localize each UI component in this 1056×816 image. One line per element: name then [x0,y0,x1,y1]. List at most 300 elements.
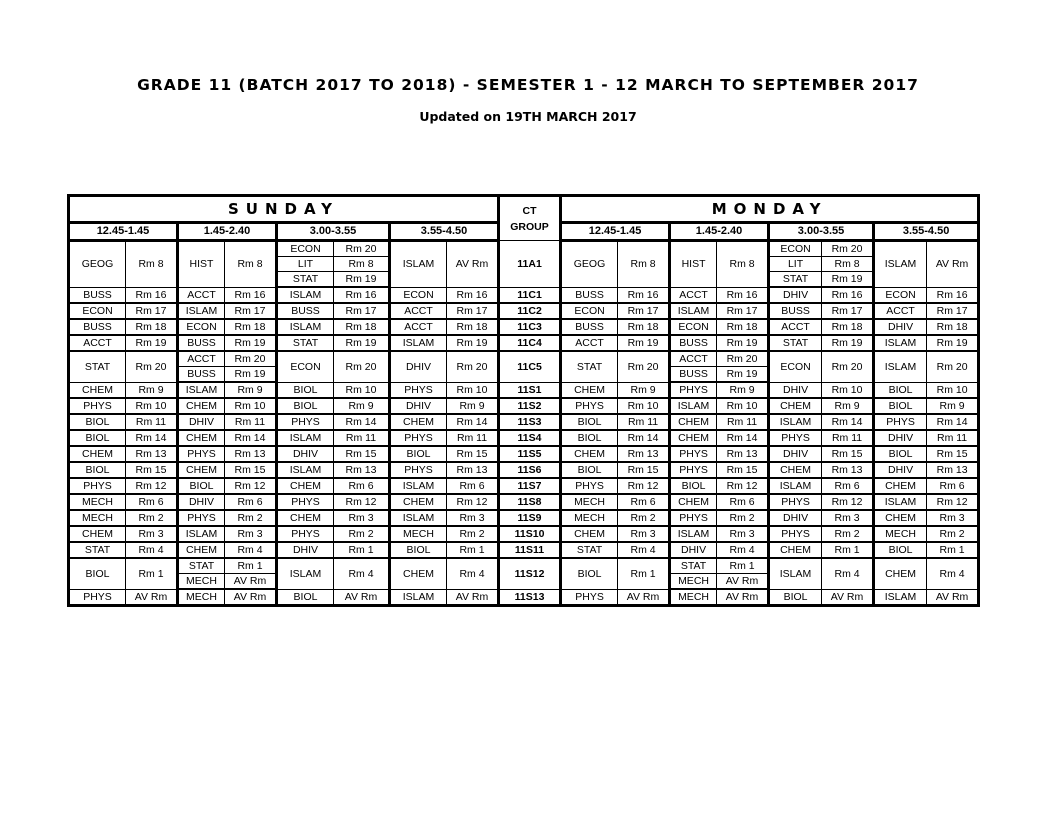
table-row [69,241,979,257]
monday-subject: PHYS [561,398,618,414]
sunday-room: Rm 12 [334,494,390,510]
sunday-subject: ISLAM [277,558,334,589]
monday-room: Rm 15 [618,462,670,478]
ct-group: 11C1 [499,287,561,303]
table-row [69,510,979,526]
table-row [69,446,979,462]
sunday-subject: BIOL [69,558,126,589]
sunday-subject: ISLAM [390,589,447,606]
monday-subject: BIOL [561,414,618,430]
sunday-room: Rm 12 [126,478,178,494]
monday-room: Rm 6 [822,478,874,494]
sunday-subject: BUSS [69,287,126,303]
monday-room: Rm 11 [717,414,769,430]
sunday-subject: ACCT [390,303,447,319]
sunday-subject: PHYS [178,446,225,462]
sunday-subject: PHYS [390,462,447,478]
monday-subject: ECON [561,303,618,319]
sunday-room: Rm 2 [225,510,277,526]
ct-group: 11S1 [499,382,561,398]
sunday-subject: CHEM [277,510,334,526]
monday-subject: CHEM [670,494,717,510]
monday-subject: CHEM [769,542,822,558]
monday-subject: MECH [670,589,717,606]
sunday-room: AV Rm [225,574,277,590]
monday-room: Rm 3 [822,510,874,526]
monday-subject: STAT [561,351,618,382]
monday-subject: PHYS [670,462,717,478]
sunday-room: Rm 10 [225,398,277,414]
sunday-room: Rm 20 [126,351,178,382]
table-row [69,430,979,446]
sunday-subject: ISLAM [277,462,334,478]
monday-subject: STAT [670,558,717,574]
monday-room: Rm 8 [822,257,874,272]
monday-subject: PHYS [670,446,717,462]
monday-room: Rm 18 [822,319,874,335]
sunday-subject: PHYS [390,430,447,446]
monday-room: Rm 10 [618,398,670,414]
sunday-room: Rm 6 [126,494,178,510]
sunday-subject: PHYS [69,589,126,606]
monday-room: Rm 15 [927,446,979,462]
sunday-subject: PHYS [277,494,334,510]
monday-room: Rm 15 [717,462,769,478]
sunday-subject: BIOL [69,430,126,446]
sunday-room: Rm 3 [126,526,178,542]
sunday-room: Rm 14 [126,430,178,446]
monday-subject: ACCT [769,319,822,335]
table-row [69,319,979,335]
sunday-room: Rm 16 [447,287,499,303]
monday-subject: CHEM [670,414,717,430]
sunday-room: Rm 8 [225,241,277,288]
monday-subject: ISLAM [874,494,927,510]
monday-room: Rm 6 [927,478,979,494]
sunday-subject: ISLAM [178,382,225,398]
sunday-subject: ISLAM [390,510,447,526]
sunday-subject: DHIV [390,351,447,382]
sunday-room: Rm 12 [447,494,499,510]
table-row [69,303,979,319]
monday-room: Rm 17 [822,303,874,319]
monday-subject: CHEM [874,510,927,526]
monday-room: Rm 19 [717,335,769,351]
monday-room: AV Rm [618,589,670,606]
sunday-room: Rm 14 [334,414,390,430]
monday-subject: PHYS [769,430,822,446]
monday-subject: BUSS [769,303,822,319]
monday-subject: DHIV [769,382,822,398]
sunday-subject: BUSS [69,319,126,335]
monday-room: Rm 10 [717,398,769,414]
monday-room: Rm 17 [618,303,670,319]
ct-group: 11S3 [499,414,561,430]
day-header-sunday: SUNDAY [69,196,499,223]
monday-room: Rm 2 [822,526,874,542]
sunday-room: Rm 11 [225,414,277,430]
sunday-subject: ACCT [178,351,225,367]
monday-subject: PHYS [769,494,822,510]
sunday-subject: STAT [69,351,126,382]
time-slot-sunday: 1.45-2.40 [178,223,277,241]
ct-group: 11S2 [499,398,561,414]
sunday-room: Rm 15 [225,462,277,478]
monday-subject: BUSS [561,319,618,335]
monday-room: Rm 3 [618,526,670,542]
sunday-room: Rm 19 [447,335,499,351]
sunday-subject: BIOL [277,398,334,414]
sunday-subject: ECON [178,319,225,335]
monday-subject: DHIV [769,510,822,526]
ct-group: 11C5 [499,351,561,382]
sunday-room: Rm 12 [225,478,277,494]
sunday-subject: CHEM [277,478,334,494]
sunday-room: Rm 16 [334,287,390,303]
updated-date: Updated on 19TH MARCH 2017 [419,109,637,124]
sunday-subject: DHIV [178,494,225,510]
sunday-room: Rm 3 [225,526,277,542]
monday-room: Rm 9 [822,398,874,414]
sunday-subject: ISLAM [178,526,225,542]
sunday-subject: CHEM [390,494,447,510]
monday-room: Rm 2 [618,510,670,526]
monday-room: Rm 19 [822,272,874,288]
table-row [69,414,979,430]
ct-group: 11C2 [499,303,561,319]
sunday-room: Rm 9 [126,382,178,398]
sunday-subject: STAT [69,542,126,558]
time-slot-sunday: 12.45-1.45 [69,223,178,241]
sunday-room: Rm 3 [447,510,499,526]
monday-subject: PHYS [670,510,717,526]
monday-subject: ACCT [561,335,618,351]
sunday-room: Rm 10 [334,382,390,398]
sunday-room: Rm 20 [225,351,277,367]
time-slot-monday: 1.45-2.40 [670,223,769,241]
sunday-room: Rm 9 [225,382,277,398]
monday-room: AV Rm [927,589,979,606]
monday-subject: BIOL [561,558,618,589]
monday-room: Rm 18 [927,319,979,335]
monday-room: Rm 11 [618,414,670,430]
sunday-room: Rm 6 [225,494,277,510]
table-row [69,589,979,606]
sunday-subject: CHEM [390,414,447,430]
sunday-room: Rm 2 [126,510,178,526]
monday-room: Rm 19 [618,335,670,351]
sunday-room: Rm 8 [126,241,178,288]
table-row [69,542,979,558]
sunday-subject: BUSS [178,335,225,351]
monday-room: Rm 9 [717,382,769,398]
sunday-subject: PHYS [69,398,126,414]
sunday-room: Rm 13 [334,462,390,478]
ct-group: 11C3 [499,319,561,335]
sunday-room: Rm 10 [126,398,178,414]
time-slot-sunday: 3.00-3.55 [277,223,390,241]
monday-subject: ECON [874,287,927,303]
sunday-room: Rm 18 [447,319,499,335]
monday-subject: ISLAM [670,398,717,414]
sunday-subject: PHYS [69,478,126,494]
monday-room: Rm 4 [822,558,874,589]
sunday-room: Rm 2 [447,526,499,542]
monday-subject: ISLAM [670,303,717,319]
monday-room: Rm 11 [822,430,874,446]
monday-subject: CHEM [561,446,618,462]
monday-room: Rm 18 [717,319,769,335]
monday-room: Rm 13 [618,446,670,462]
sunday-subject: CHEM [178,430,225,446]
day-header-monday: MONDAY [561,196,979,223]
table-row [69,462,979,478]
monday-subject: STAT [561,542,618,558]
monday-room: Rm 20 [822,351,874,382]
sunday-room: AV Rm [334,589,390,606]
monday-room: Rm 19 [927,335,979,351]
monday-subject: GEOG [561,241,618,288]
monday-subject: MECH [874,526,927,542]
monday-subject: BIOL [874,446,927,462]
sunday-room: AV Rm [126,589,178,606]
monday-subject: DHIV [769,446,822,462]
ct-group: 11A1 [499,241,561,288]
sunday-room: Rm 19 [334,272,390,288]
time-slot-monday: 3.00-3.55 [769,223,874,241]
sunday-subject: ACCT [69,335,126,351]
sunday-room: AV Rm [225,589,277,606]
table-row [69,382,979,398]
sunday-room: Rm 20 [447,351,499,382]
table-row [69,494,979,510]
monday-room: Rm 15 [822,446,874,462]
monday-room: AV Rm [717,574,769,590]
ct-group: 11S9 [499,510,561,526]
monday-room: Rm 14 [822,414,874,430]
table-row [69,335,979,351]
sunday-room: Rm 13 [126,446,178,462]
monday-subject: CHEM [561,526,618,542]
sunday-subject: DHIV [178,414,225,430]
sunday-subject: BIOL [277,382,334,398]
sunday-subject: MECH [178,589,225,606]
sunday-room: Rm 1 [126,558,178,589]
monday-subject: CHEM [769,398,822,414]
sunday-room: Rm 17 [334,303,390,319]
monday-room: Rm 13 [927,462,979,478]
sunday-room: Rm 15 [334,446,390,462]
monday-subject: ACCT [874,303,927,319]
monday-room: Rm 20 [822,241,874,257]
time-slot-monday: 3.55-4.50 [874,223,979,241]
sunday-subject: PHYS [178,510,225,526]
sunday-room: Rm 13 [225,446,277,462]
sunday-subject: BUSS [178,367,225,383]
day-header-row [69,196,979,223]
sunday-room: Rm 19 [225,335,277,351]
monday-subject: MECH [670,574,717,590]
monday-subject: BUSS [670,367,717,383]
sunday-subject: PHYS [390,382,447,398]
monday-room: Rm 1 [822,542,874,558]
sunday-room: Rm 19 [126,335,178,351]
monday-room: Rm 3 [717,526,769,542]
monday-subject: BUSS [561,287,618,303]
monday-room: Rm 10 [822,382,874,398]
monday-room: Rm 4 [618,542,670,558]
ct-group: 11S11 [499,542,561,558]
monday-subject: LIT [769,257,822,272]
sunday-subject: STAT [277,272,334,288]
monday-subject: ISLAM [769,478,822,494]
monday-subject: BIOL [874,382,927,398]
sunday-subject: CHEM [390,558,447,589]
monday-room: Rm 8 [717,241,769,288]
sunday-room: Rm 20 [334,241,390,257]
sunday-subject: GEOG [69,241,126,288]
sunday-subject: CHEM [178,462,225,478]
monday-subject: PHYS [769,526,822,542]
sunday-room: Rm 1 [225,558,277,574]
sunday-subject: ACCT [178,287,225,303]
table-row [69,287,979,303]
sunday-room: Rm 17 [447,303,499,319]
ct-group: 11S6 [499,462,561,478]
sunday-subject: PHYS [277,414,334,430]
sunday-room: Rm 1 [334,542,390,558]
sunday-room: Rm 6 [334,478,390,494]
ct-group-header: CT GROUP [499,196,561,241]
monday-subject: HIST [670,241,717,288]
monday-room: Rm 1 [618,558,670,589]
monday-room: Rm 6 [717,494,769,510]
monday-subject: ISLAM [670,526,717,542]
monday-subject: STAT [769,335,822,351]
monday-subject: MECH [561,510,618,526]
table-row [69,351,979,367]
monday-room: AV Rm [822,589,874,606]
monday-room: Rm 12 [822,494,874,510]
sunday-subject: CHEM [69,382,126,398]
sunday-subject: BUSS [277,303,334,319]
sunday-subject: MECH [69,510,126,526]
monday-subject: ECON [670,319,717,335]
monday-subject: DHIV [874,319,927,335]
monday-room: AV Rm [717,589,769,606]
monday-room: Rm 19 [717,367,769,383]
monday-room: Rm 14 [618,430,670,446]
table-row [69,478,979,494]
sunday-room: Rm 19 [225,367,277,383]
sunday-subject: BIOL [69,462,126,478]
sunday-subject: BIOL [390,446,447,462]
table-row [69,398,979,414]
monday-room: Rm 2 [717,510,769,526]
monday-subject: CHEM [769,462,822,478]
monday-room: Rm 10 [927,382,979,398]
monday-subject: DHIV [769,287,822,303]
sunday-room: Rm 4 [126,542,178,558]
monday-subject: CHEM [874,558,927,589]
monday-subject: ISLAM [769,558,822,589]
sunday-room: Rm 18 [225,319,277,335]
monday-room: Rm 1 [717,558,769,574]
sunday-room: AV Rm [447,241,499,288]
monday-room: Rm 6 [618,494,670,510]
sunday-room: Rm 1 [447,542,499,558]
sunday-subject: ISLAM [277,430,334,446]
sunday-subject: ISLAM [390,241,447,288]
time-slot-monday: 12.45-1.45 [561,223,670,241]
monday-room: Rm 12 [927,494,979,510]
monday-subject: BIOL [769,589,822,606]
time-slot-sunday: 3.55-4.50 [390,223,499,241]
monday-subject: CHEM [561,382,618,398]
monday-subject: PHYS [670,382,717,398]
sunday-subject: DHIV [277,542,334,558]
monday-subject: PHYS [561,589,618,606]
timetable [67,194,980,607]
ct-group: 11S8 [499,494,561,510]
sunday-room: Rm 17 [126,303,178,319]
sunday-subject: ECON [277,351,334,382]
sunday-subject: CHEM [69,446,126,462]
monday-room: Rm 20 [618,351,670,382]
monday-room: Rm 9 [927,398,979,414]
monday-subject: BIOL [561,430,618,446]
sunday-room: Rm 14 [447,414,499,430]
monday-subject: MECH [561,494,618,510]
monday-subject: BIOL [874,398,927,414]
monday-room: Rm 16 [717,287,769,303]
monday-room: AV Rm [927,241,979,288]
sunday-subject: ISLAM [390,335,447,351]
sunday-room: Rm 6 [447,478,499,494]
monday-room: Rm 1 [927,542,979,558]
monday-subject: ISLAM [874,351,927,382]
ct-group: 11S12 [499,558,561,589]
monday-subject: DHIV [874,462,927,478]
monday-subject: BUSS [670,335,717,351]
monday-room: Rm 14 [717,430,769,446]
monday-room: Rm 18 [618,319,670,335]
table-row [69,558,979,574]
sunday-subject: ACCT [390,319,447,335]
ct-group: 11S7 [499,478,561,494]
sunday-subject: BIOL [390,542,447,558]
ct-group: 11S13 [499,589,561,606]
sunday-subject: ISLAM [277,287,334,303]
sunday-subject: BIOL [178,478,225,494]
sunday-room: AV Rm [447,589,499,606]
sunday-room: Rm 4 [447,558,499,589]
monday-subject: CHEM [670,430,717,446]
sunday-room: Rm 3 [334,510,390,526]
monday-room: Rm 13 [822,462,874,478]
sunday-subject: PHYS [277,526,334,542]
ct-group: 11S5 [499,446,561,462]
sunday-subject: DHIV [390,398,447,414]
sunday-room: Rm 11 [447,430,499,446]
monday-room: Rm 16 [618,287,670,303]
monday-room: Rm 19 [822,335,874,351]
sunday-subject: MECH [390,526,447,542]
sunday-room: Rm 18 [126,319,178,335]
monday-room: Rm 12 [717,478,769,494]
monday-subject: BIOL [670,478,717,494]
monday-room: Rm 20 [927,351,979,382]
